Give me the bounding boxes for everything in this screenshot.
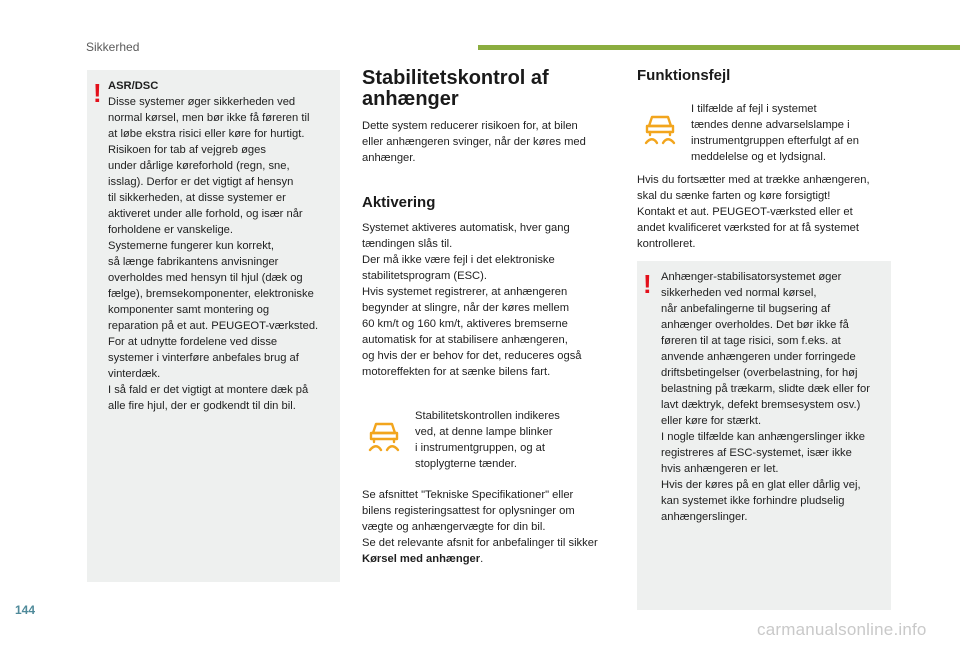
text-line: normal kørsel, men bør ikke få føreren til xyxy=(108,112,310,124)
text-line: Systemerne fungerer kun korrekt, xyxy=(108,240,275,252)
intro-text xyxy=(362,118,622,166)
text-line: sikkerheden ved normal kørsel, xyxy=(661,287,817,299)
text-line: For at udnytte fordelene ved disse xyxy=(108,336,278,348)
see-also-end: . xyxy=(480,553,484,565)
text-line: Hvis systemet registrerer, at anhængeren xyxy=(362,286,568,298)
text-line: forholdene er vanskelige. xyxy=(108,224,234,236)
text-line: og hvis der er behov for det, reduceres også xyxy=(362,350,582,362)
page-number: 144 xyxy=(15,603,36,617)
text-line: Der må ikke være fejl i det elektroniske xyxy=(362,254,555,266)
text-line: motoreffekten for at sænke bilens fart. xyxy=(362,366,551,378)
text-line: hvis anhængeren er let. xyxy=(661,463,779,475)
text-line: vinterdæk. xyxy=(108,368,161,380)
skid-car-warning-lamp-icon xyxy=(642,111,678,145)
see-also-text xyxy=(362,487,627,567)
text-line: tændingen slås til. xyxy=(362,238,453,250)
warning-box-asr-dsc xyxy=(87,70,340,582)
text-line: andet kvalificeret værksted for at få systemet xyxy=(637,222,859,234)
exclamation-icon: ! xyxy=(643,269,652,299)
text-line: isslag). Derfor er det vigtigt af hensyn xyxy=(108,176,294,188)
text-line: instrumentgruppen efterfulgt af en xyxy=(691,135,859,147)
text-line: til sikkerheden, at disse systemer er xyxy=(108,192,286,204)
see-also-bold-link: Kørsel med anhænger xyxy=(362,553,481,565)
asr-dsc-title: ASR/DSC xyxy=(108,80,159,92)
text-line: Se det relevante afsnit for anbefalinger til sikker xyxy=(362,537,598,549)
text-line: meddelelse og et lydsignal. xyxy=(691,151,826,163)
text-line: kontrolleret. xyxy=(637,238,696,250)
text-line: Risikoen for tab af vejgreb øges xyxy=(108,144,266,156)
watermark: carmanualsonline.info xyxy=(757,620,927,639)
asr-dsc-lines xyxy=(108,94,338,414)
text-line: fælge), bremsekomponenter, elektroniske xyxy=(108,288,314,300)
text-line: Systemet aktiveres automatisk, hver gang xyxy=(362,222,570,234)
text-line: Disse systemer øger sikkerheden ved xyxy=(108,96,296,108)
text-line: anhænger overholdes. Det bør ikke få xyxy=(661,319,849,331)
trailer-warning-text xyxy=(661,269,889,525)
text-line: driftsbetingelser (overbelastning, for høj xyxy=(661,367,858,379)
activation-heading: Aktivering xyxy=(362,194,436,211)
text-line: I så fald er det vigtigt at montere dæk på xyxy=(108,384,309,396)
text-line: komponenter samt montering og xyxy=(108,304,270,316)
see-also-lines xyxy=(362,487,627,551)
text-line: Dette system reducerer risikoen for, at bilen xyxy=(362,120,578,132)
text-line: aktiveret under alle forhold, og især når xyxy=(108,208,303,220)
asr-dsc-text xyxy=(108,78,338,414)
text-line: føreren til at tage risici, som f.eks. at xyxy=(661,335,841,347)
text-line: begynder at slingre, når der køres mellem xyxy=(362,302,570,314)
text-line: når anbefalingerne til bugsering af xyxy=(661,303,831,315)
text-line: i instrumentgruppen, og at xyxy=(415,442,545,454)
text-line: skal du sænke farten og køre forsigtigt! xyxy=(637,190,831,202)
malfunction-lamp-text xyxy=(691,101,891,165)
text-line: anhænger. xyxy=(362,152,416,164)
text-line: eller anhængeren svinger, når der køres med xyxy=(362,136,586,148)
text-line: systemer i vinterføre anbefales brug af xyxy=(108,352,299,364)
text-line: overholdes med hensyn til hjul (dæk og xyxy=(108,272,303,284)
text-line: stabilitetsprogram (ESC). xyxy=(362,270,487,282)
text-line: lavt dæktryk, defekt bremsesystem osv.) xyxy=(661,399,861,411)
text-line: Anhænger-stabilisatorsystemet øger xyxy=(661,271,842,283)
text-line: Se afsnittet "Tekniske Specifikationer" eller xyxy=(362,489,574,501)
text-line: bilens registeringsattest for oplysninger om xyxy=(362,505,575,517)
text-line: anhængerslinger. xyxy=(661,511,748,523)
text-line: belastning på trækarm, slidte dæk eller for xyxy=(661,383,870,395)
header-accent-bar xyxy=(478,45,960,50)
lamp-description-text xyxy=(415,408,615,472)
section-label: Sikkerhed xyxy=(86,40,140,54)
text-line: alle fire hjul, der er godkendt til din bil. xyxy=(108,400,296,412)
exclamation-icon: ! xyxy=(93,78,102,108)
text-line: 60 km/t og 160 km/t, aktiveres bremserne xyxy=(362,318,568,330)
text-line: automatisk for at stabilisere anhængeren, xyxy=(362,334,568,346)
text-line: kan systemet ikke forhindre pludselig xyxy=(661,495,845,507)
text-line: ved, at denne lampe blinker xyxy=(415,426,553,438)
text-line: så længe fabrikantens anvisninger xyxy=(108,256,279,268)
text-line: tændes denne advarselslampe i xyxy=(691,119,850,131)
malfunction-heading: Funktionsfejl xyxy=(637,67,731,84)
page-title xyxy=(362,68,612,110)
page-title-line-1: Stabilitetskontrol af xyxy=(362,67,549,89)
text-line: stoplygterne tænder. xyxy=(415,458,517,470)
text-line: registreres af ESC-systemet, især ikke xyxy=(661,447,852,459)
malfunction-advice-text xyxy=(637,172,897,252)
text-line: I nogle tilfælde kan anhængerslinger ikke xyxy=(661,431,865,443)
text-line: anvende anhængeren under forringede xyxy=(661,351,856,363)
activation-text xyxy=(362,220,622,380)
page-title-line-2: anhænger xyxy=(362,88,459,110)
text-line: eller køre for stærkt. xyxy=(661,415,762,427)
text-line: Kontakt et aut. PEUGEOT-værksted eller et xyxy=(637,206,853,218)
text-line: under dårlige køreforhold (regn, sne, xyxy=(108,160,290,172)
skid-car-warning-lamp-icon xyxy=(366,418,402,452)
text-line: at løbe ekstra risici eller køre for hurtigt. xyxy=(108,128,305,140)
text-line: vægte og anhængervægte for din bil. xyxy=(362,521,546,533)
warning-box-trailer xyxy=(637,261,891,610)
text-line: I tilfælde af fejl i systemet xyxy=(691,103,817,115)
text-line: reparation på et aut. PEUGEOT-værksted. xyxy=(108,320,319,332)
text-line: Hvis der køres på en glat eller dårlig vej, xyxy=(661,479,861,491)
text-line: Hvis du fortsætter med at trække anhængeren, xyxy=(637,174,870,186)
text-line: Stabilitetskontrollen indikeres xyxy=(415,410,560,422)
